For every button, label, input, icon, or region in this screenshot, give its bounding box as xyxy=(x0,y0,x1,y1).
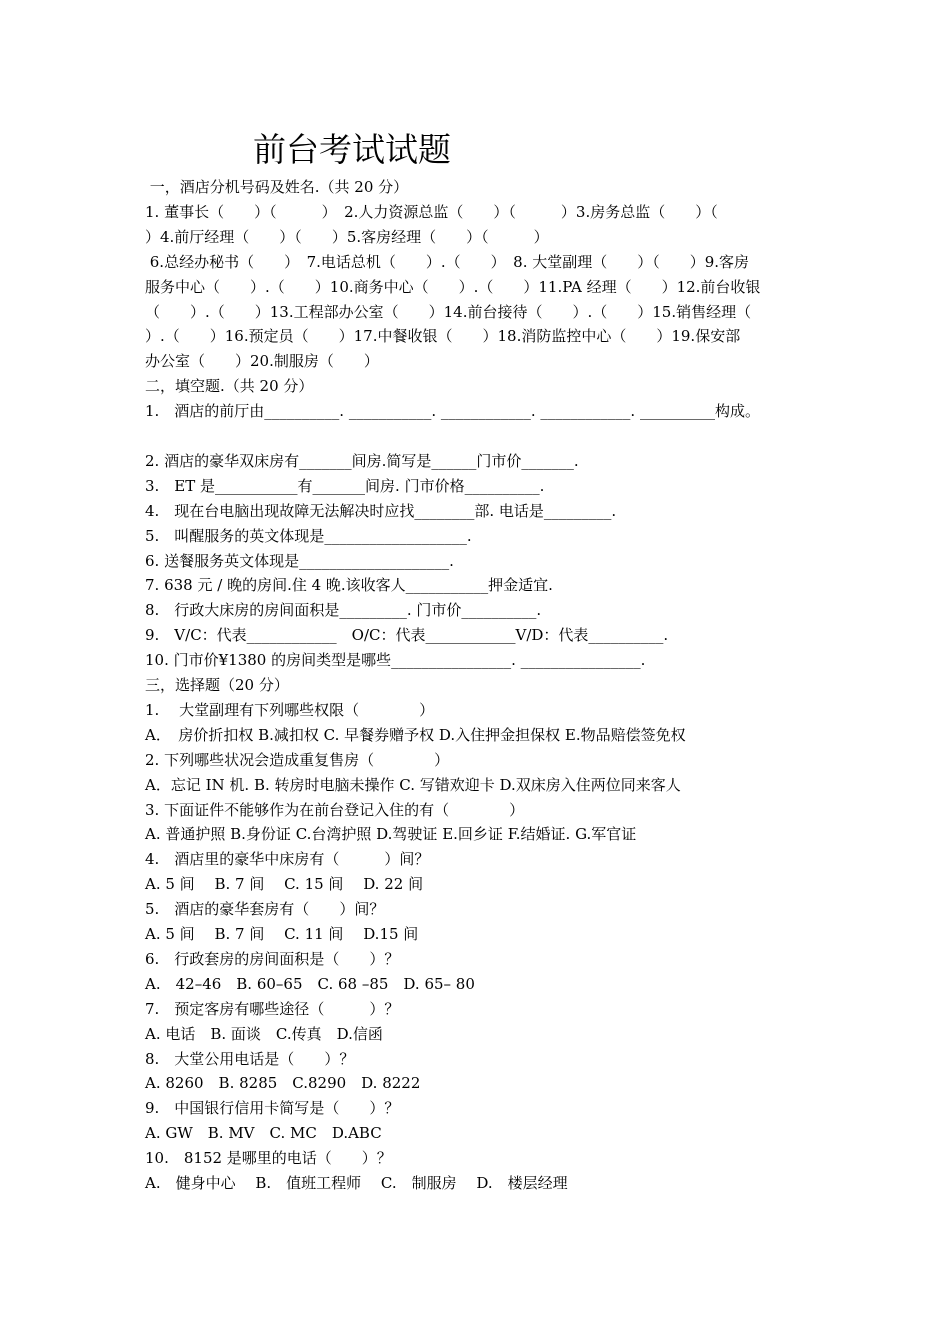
text-line: 2. 下列哪些状况会造成重复售房（ ） xyxy=(145,750,450,769)
text-line: A. 42–46 B. 60–65 C. 68 –85 D. 65– 80 xyxy=(145,974,475,993)
text-line: 8. 行政大床房的房间面积是_________. 门市价__________. xyxy=(145,601,542,620)
text-line: 5. 叫醒服务的英文体现是___________________. xyxy=(145,526,472,545)
text-line: A. 健身中心 B. 值班工程师 C. 制服房 D. 楼层经理 xyxy=(145,1174,568,1192)
text-line: A. 5 间 B. 7 间 C. 15 间 D. 22 间 xyxy=(145,875,424,894)
text-line: 2. 酒店的豪华双床房有_______间房.简写是______门市价_______. xyxy=(145,451,579,470)
text-line: 二，填空题.（共 20 分） xyxy=(145,377,314,396)
page-title: 前台考试试题 xyxy=(253,130,451,169)
text-line: A. 电话 B. 面谈 C.传真 D.信函 xyxy=(145,1024,383,1043)
text-line: A. 普通护照 B.身份证 C.台湾护照 D.驾驶证 E.回乡证 F.结婚证. G.军官证 xyxy=(145,825,637,844)
text-line: 6. 送餐服务英文体现是____________________. xyxy=(145,551,454,570)
text-line: ）.（ ）16.预定员（ ）17.中餐收银（ ）18.消防监控中心（ ）19.保安部 xyxy=(145,327,741,346)
text-line: 一，酒店分机号码及姓名.（共 20 分） xyxy=(145,178,409,196)
text-line: 6.总经办秘书（ ） 7.电话总机（ ）.（ ） 8. 大堂副理（ ）（ ）9.客房 xyxy=(145,252,750,271)
text-line: 10. 8152 是哪里的电话（ ）？ xyxy=(145,1149,392,1168)
text-line: A. GW B. MV C. MC D.ABC xyxy=(145,1124,382,1143)
text-line: 1. 酒店的前厅由__________. ___________. ____________. ____________. __________构成。 xyxy=(145,402,760,421)
text-line: 4. 现在台电脑出现故障无法解决时应找________部. 电话是_________. xyxy=(145,501,617,520)
text-line: 10. 门市价¥1380 的房间类型是哪些________________. ________________. xyxy=(145,651,646,670)
text-line: 8. 大堂公用电话是（ ）？ xyxy=(145,1049,355,1068)
text-line: 9. 中国银行信用卡简写是（ ）？ xyxy=(145,1099,400,1118)
text-line: 7. 638 元 / 晚的房间.住 4 晚.该收客人___________押金适宜. xyxy=(145,576,553,595)
text-line: A． 房价折扣权 B.减扣权 C. 早餐券赠予权 D.入住押金担保权 E.物品赔偿签免权 xyxy=(145,725,686,744)
text-line: 三，选择题（20 分） xyxy=(145,676,289,694)
text-line: 办公室（ ）20.制服房（ ） xyxy=(145,352,379,371)
text-line: 服务中心（ ）.（ ）10.商务中心（ ）.（ ）11.PA 经理（ ）12.前台收银 xyxy=(145,277,761,296)
text-line: 3. ET 是___________有_______间房. 门市价格__________. xyxy=(145,476,545,495)
text-line: 1. 董事长（ ）（ ） 2.人力资源总监（ ）（ ）3.房务总监（ ）（ xyxy=(145,202,718,221)
text-line: 1. 大堂副理有下列哪些权限（ ） xyxy=(145,700,435,719)
text-line: 5. 酒店的豪华套房有（ ）间？ xyxy=(145,900,385,919)
text-line: 3. 下面证件不能够作为在前台登记入住的有（ ） xyxy=(145,800,525,819)
text-line: 4. 酒店里的豪华中床房有（ ）间？ xyxy=(145,850,430,869)
text-line: 7. 预定客房有哪些途径（ ）？ xyxy=(145,999,400,1018)
text-line: A．忘记 IN 机. B. 转房时电脑未操作 C. 写错欢迎卡 D.双床房入住两位同来客人 xyxy=(145,775,681,794)
text-line: 9. V/C：代表____________ O/C：代表____________V/D：代表__________. xyxy=(145,626,669,645)
text-line: 6. 行政套房的房间面积是（ ）？ xyxy=(145,949,400,968)
text-line: ）4.前厅经理（ ）（ ）5.客房经理（ ）（ ） xyxy=(145,227,549,246)
text-line: A. 8260 B. 8285 C.8290 D. 8222 xyxy=(145,1074,421,1093)
text-line: A. 5 间 B. 7 间 C. 11 间 D.15 间 xyxy=(145,925,419,943)
text-line: （ ）.（ ）13.工程部办公室（ ）14.前台接待（ ）.（ ）15.销售经理（ xyxy=(145,302,752,321)
